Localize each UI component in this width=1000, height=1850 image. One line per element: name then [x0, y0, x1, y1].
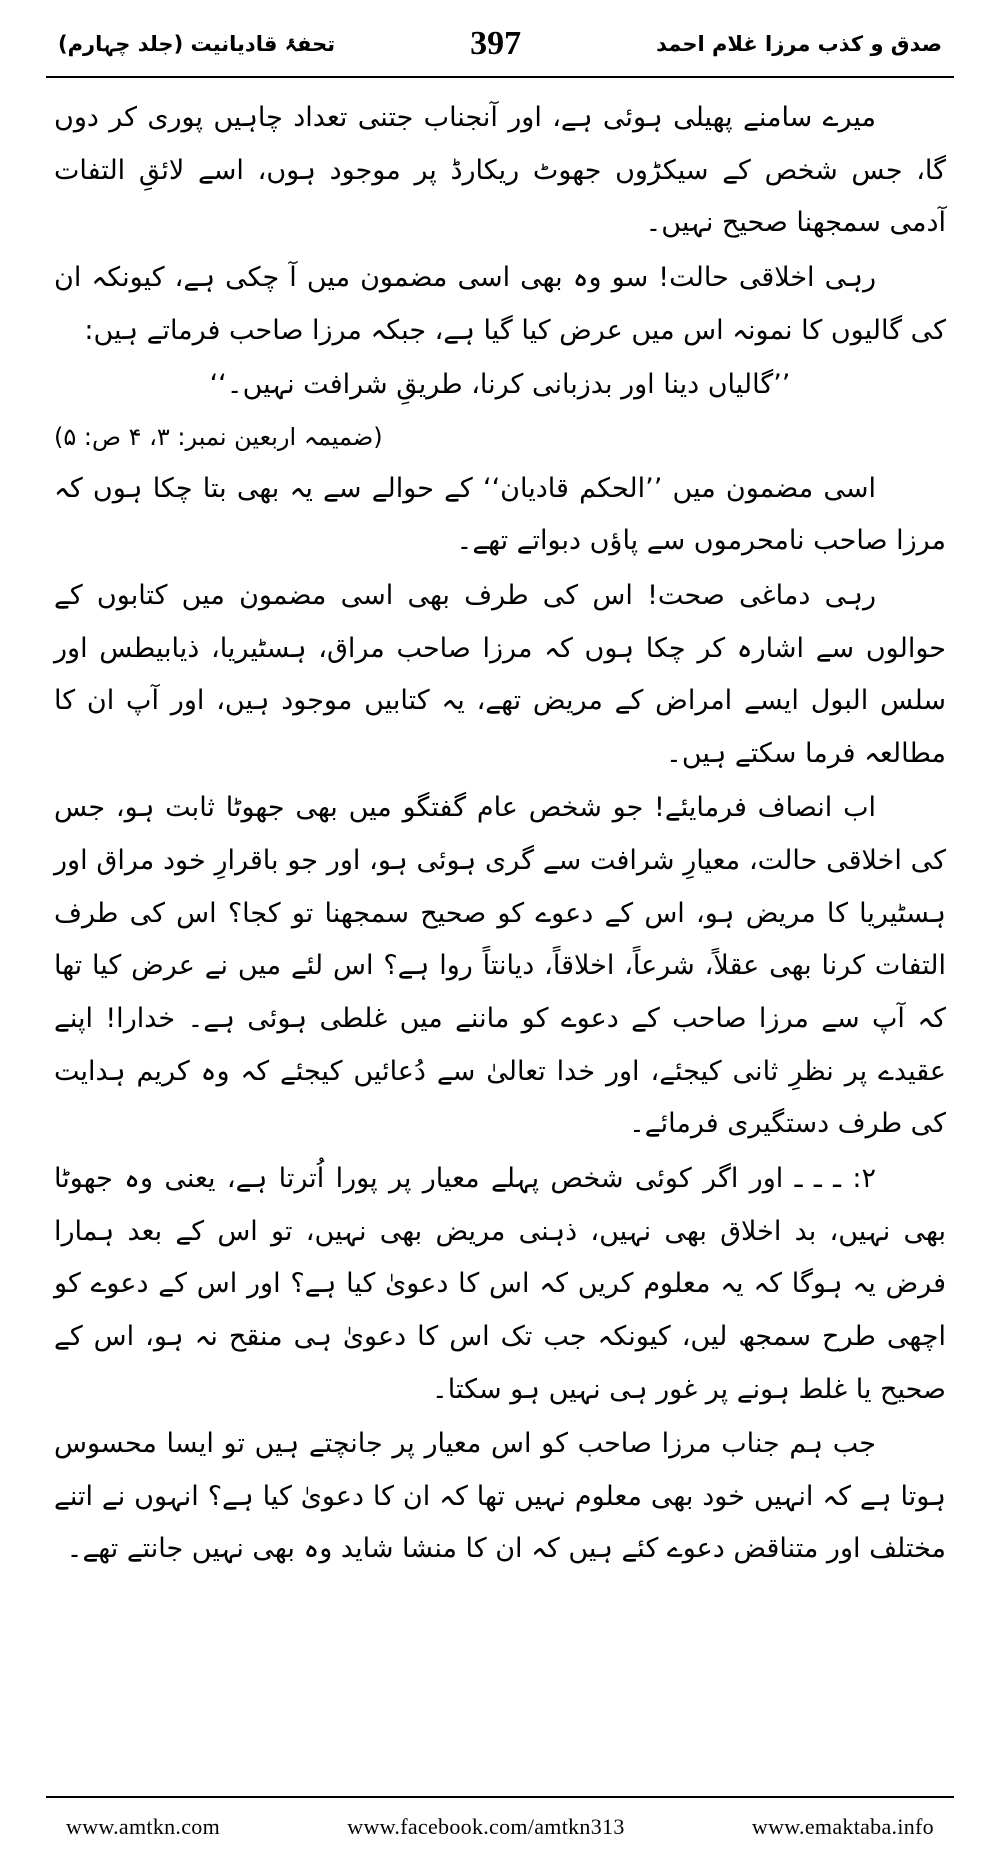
footer-divider	[46, 1796, 954, 1798]
body-paragraph: اب انصاف فرمایئے! جو شخص عام گفتگو میں بھی جھوٹا ثابت ہو، جس کی اخلاقی حالت، معیارِ شرافت سے گری ہوئی ہو، اور جو باقرارِ خود مراق اور ہسٹیریا کا مریض ہو، اس کے دعوے کو صحیح سمجھنا تو کجا؟ اس کی طرف التفات کرنا بھی عقلاً، شرعاً، اخلاقاً، دیانتاً روا ہے؟ اس لئے میں نے عرض کیا تھا کہ آپ سے مرزا صاحب کے دعوے کو ماننے میں غلطی ہوئی ہے۔ خدارا! اپنے عقیدے پر نظرِ ثانی کیجئے، اور خدا تعالیٰ سے دُعائیں کیجئے کہ وہ کریم ہدایت کی طرف دستگیری فرمائے۔	[54, 792, 946, 1140]
header-left-title: صدق و کذب مرزا غلام احمد	[656, 32, 942, 56]
page-body	[40, 78, 960, 1796]
quotation: ’’گالیاں دینا اور بدزبانی کرنا، طریقِ شرافت نہیں۔‘‘	[209, 369, 791, 401]
footer-link-emaktaba[interactable]: www.emaktaba.info	[751, 1814, 934, 1839]
citation-reference: (ضمیمہ اربعین نمبر: ۳، ۴ ص: ۵)	[54, 422, 383, 451]
body-paragraph: رہی اخلاقی حالت! سو وہ بھی اسی مضمون میں آ چکی ہے، کیونکہ ان کی گالیوں کا نمونہ اس میں عرض کیا گیا ہے، جبکہ مرزا صاحب فرماتے ہیں:	[54, 261, 946, 346]
footer-link-website[interactable]: www.amtkn.com	[66, 1814, 221, 1839]
header-right-title: تحفۂ قادیانیت (جلد چہارم)	[58, 32, 336, 56]
body-paragraph: جب ہم جناب مرزا صاحب کو اس معیار پر جانچتے ہیں تو ایسا محسوس ہوتا ہے کہ انہیں خود بھی معلوم نہیں تھا کہ ان کا دعویٰ کیا ہے؟ انہوں نے اتنے مختلف اور متناقض دعوے کئے ہیں کہ ان کا منشا شاید وہ بھی نہیں جانتے تھے۔	[54, 1428, 946, 1565]
body-paragraph: اسی مضمون میں ’’الحکم قادیان‘‘ کے حوالے سے یہ بھی بتا چکا ہوں کہ مرزا صاحب نامحرموں سے پاؤں دبواتے تھے۔	[54, 472, 946, 557]
page-footer	[40, 1806, 960, 1840]
footer-link-facebook[interactable]: www.facebook.com/amtkn313	[347, 1814, 625, 1839]
page-number: 397	[470, 25, 522, 62]
body-paragraph: رہی دماغی صحت! اس کی طرف بھی اسی مضمون میں کتابوں کے حوالوں سے اشارہ کر چکا ہوں کہ مرزا صاحب مراق، ہسٹیریا، ذیابیطس اور سلس البول ایسے امراض کے مریض تھے، یہ کتابیں موجود ہیں، اور آپ ان کا مطالعہ فرما سکتے ہیں۔	[54, 579, 946, 769]
page-header	[40, 18, 960, 70]
body-paragraph: میرے سامنے پھیلی ہوئی ہے، اور آنجناب جتنی تعداد چاہیں پوری کر دوں گا، جس شخص کے سیکڑوں جھوٹ ریکارڈ پر موجود ہوں، اسے لائقِ التفات آدمی سمجھنا صحیح نہیں۔	[54, 102, 946, 239]
body-paragraph: ۲: ـ ـ ـ اور اگر کوئی شخص پہلے معیار پر پورا اُترتا ہے، یعنی وہ جھوٹا بھی نہیں، بد اخلاق بھی نہیں، ذہنی مریض بھی نہیں، تو اس کے بعد ہمارا فرض یہ ہوگا کہ یہ معلوم کریں کہ اس کا دعویٰ کیا ہے؟ اور اس کے دعوے کو اچھی طرح سمجھ لیں، کیونکہ جب تک اس کا دعویٰ ہی منقح نہ ہو، اس کے صحیح یا غلط ہونے پر غور ہی نہیں ہو سکتا۔	[54, 1162, 946, 1405]
